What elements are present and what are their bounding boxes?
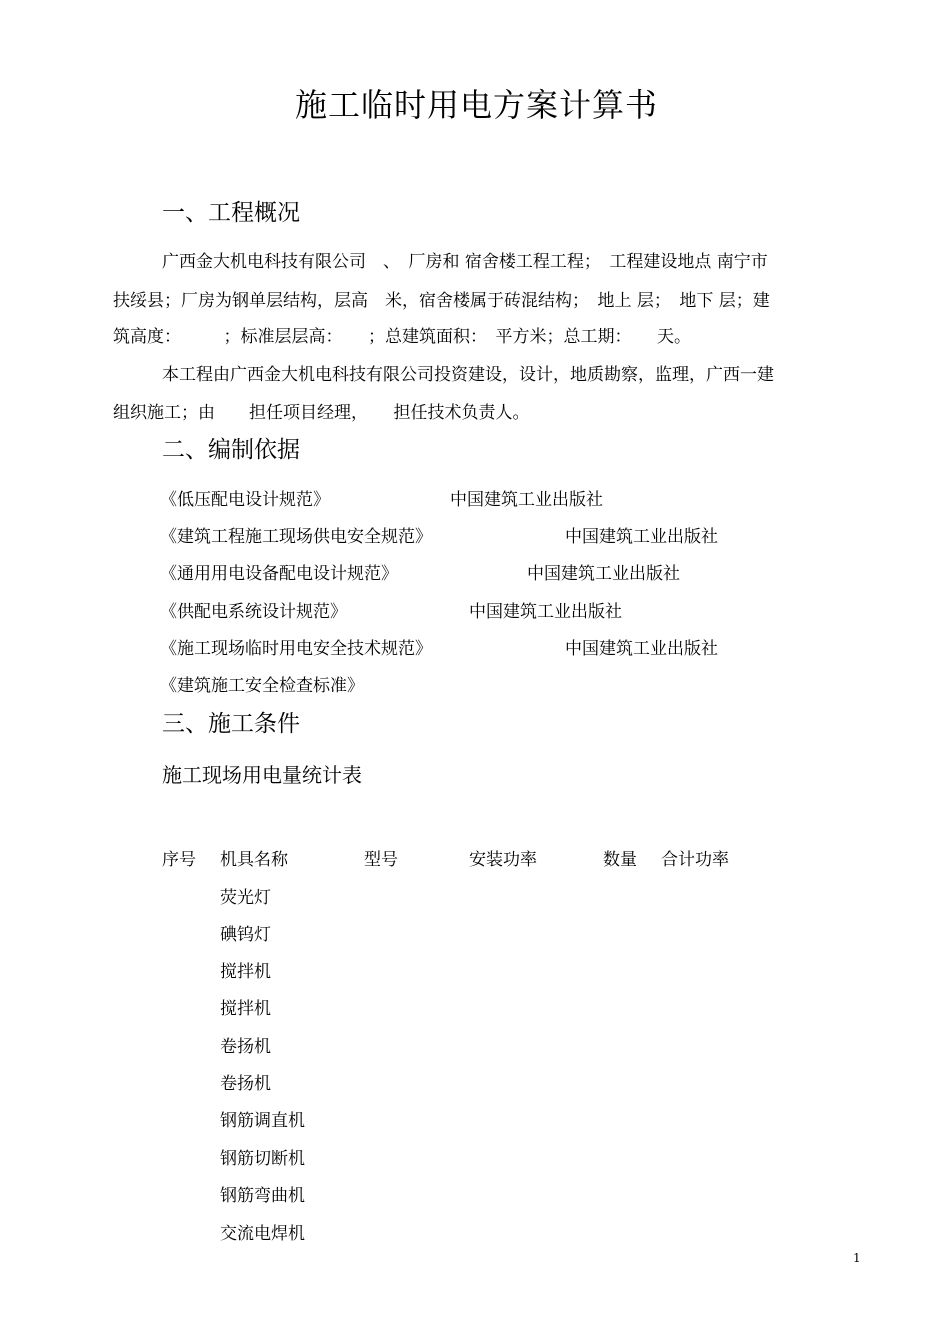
table-row: 搅拌机 bbox=[220, 999, 271, 1019]
reference-publisher: 中国建筑工业出版社 bbox=[527, 564, 680, 584]
page-number: 1 bbox=[853, 1251, 861, 1265]
document-title: 施工临时用电方案计算书 bbox=[295, 86, 659, 124]
table-row: 钢筋切断机 bbox=[220, 1149, 305, 1169]
table-row: 荧光灯 bbox=[220, 888, 271, 908]
paragraph-line: 本工程由广西金大机电科技有限公司投资建设，设计，地质勘察，监理，广西一建 bbox=[162, 365, 774, 385]
reference-title: 《供配电系统设计规范》 bbox=[160, 602, 347, 622]
table-row: 钢筋弯曲机 bbox=[220, 1186, 305, 1206]
paragraph-line: 组织施工；由 担任项目经理， 担任技术负责人。 bbox=[113, 403, 530, 423]
reference-title: 《通用用电设备配电设计规范》 bbox=[160, 564, 398, 584]
column-header: 机具名称 bbox=[220, 850, 288, 870]
column-header: 安装功率 bbox=[469, 850, 537, 870]
column-header: 合计功率 bbox=[661, 850, 729, 870]
section-heading-conditions: 三、施工条件 bbox=[162, 711, 300, 737]
table-row: 搅拌机 bbox=[220, 962, 271, 982]
table-row: 碘钨灯 bbox=[220, 925, 271, 945]
table-row: 卷扬机 bbox=[220, 1037, 271, 1057]
reference-publisher: 中国建筑工业出版社 bbox=[565, 639, 718, 659]
paragraph-line: 扶绥县；厂房为钢单层结构，层高 米，宿舍楼属于砖混结构； 地上 层； 地下 层；建 bbox=[113, 291, 770, 311]
table-row: 交流电焊机 bbox=[220, 1224, 305, 1244]
reference-publisher: 中国建筑工业出版社 bbox=[450, 490, 603, 510]
table-row: 钢筋调直机 bbox=[220, 1111, 305, 1131]
column-header: 序号 bbox=[162, 850, 196, 870]
reference-title: 《低压配电设计规范》 bbox=[160, 490, 330, 510]
column-header: 型号 bbox=[364, 850, 398, 870]
reference-title: 《建筑施工安全检查标准》 bbox=[160, 676, 364, 696]
reference-title: 《施工现场临时用电安全技术规范》 bbox=[160, 639, 432, 659]
table-title: 施工现场用电量统计表 bbox=[162, 763, 362, 787]
paragraph-line: 筑高度： ；标准层层高： ；总建筑面积： 平方米；总工期： 天。 bbox=[113, 327, 691, 347]
reference-publisher: 中国建筑工业出版社 bbox=[565, 527, 718, 547]
table-row: 卷扬机 bbox=[220, 1074, 271, 1094]
paragraph-line: 广西金大机电科技有限公司 、 厂房和 宿舍楼工程工程； 工程建设地点 南宁市 bbox=[162, 252, 768, 272]
section-heading-overview: 一、工程概况 bbox=[162, 200, 300, 226]
section-heading-basis: 二、编制依据 bbox=[162, 437, 300, 463]
reference-publisher: 中国建筑工业出版社 bbox=[469, 602, 622, 622]
reference-title: 《建筑工程施工现场供电安全规范》 bbox=[160, 527, 432, 547]
column-header: 数量 bbox=[603, 850, 637, 870]
